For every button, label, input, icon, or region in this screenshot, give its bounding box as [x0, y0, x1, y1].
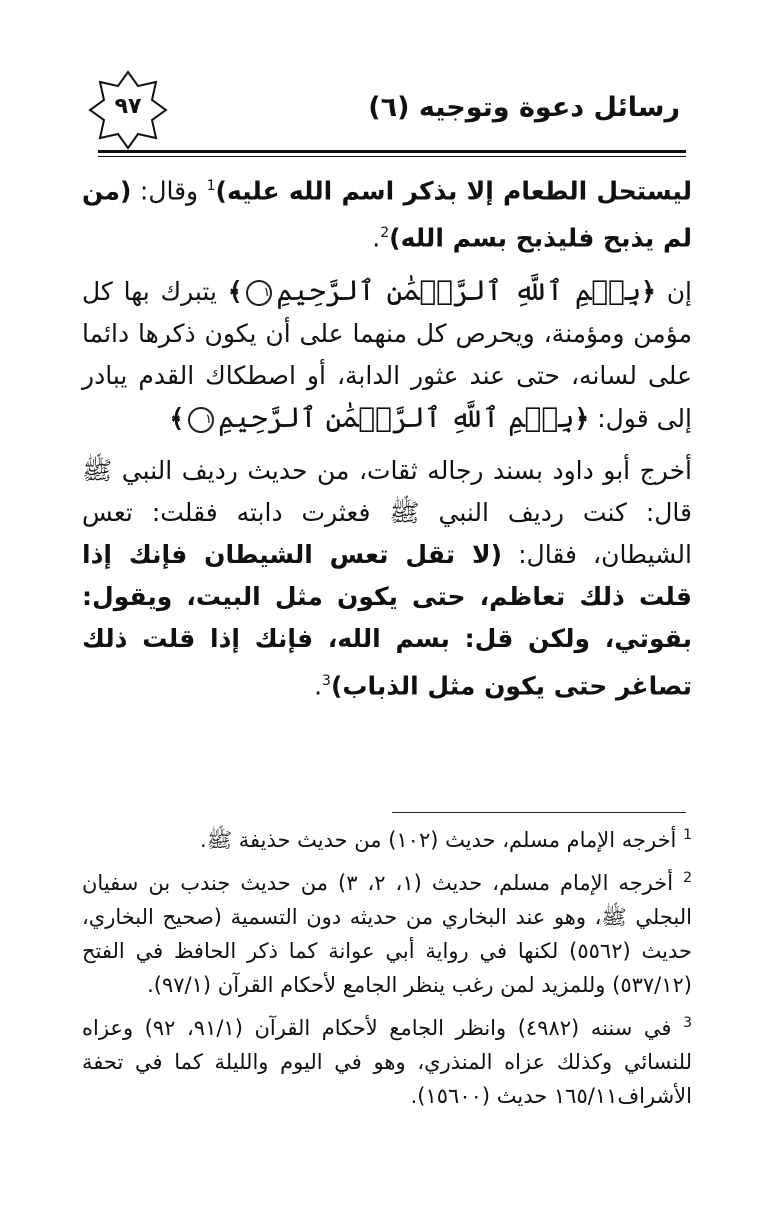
paragraph-3 — [82, 450, 692, 707]
footnote-text: في سننه (٤٩٨٢) وانظر الجامع لأحكام القرآن (٩١/١، ٩٢) وعزاه للنسائي وكذلك عزاه المنذري، وهو في اليوم والليلة كما في تحفة الأشراف١٦٥/١١ حديث (١٥٦٠٠). — [82, 1016, 692, 1108]
sentence-end-3: . — [314, 670, 323, 700]
footnote-ref-1: 1 — [206, 178, 216, 194]
footnote-ref-2: 2 — [380, 225, 390, 242]
footnote-text: أخرجه الإمام مسلم، حديث (١، ٢، ٣) من حديث جندب بن سفيان البجلي ﷺ، وهو عند البخاري من حديثه دون التسمية (صحيح البخاري، حديث (٥٥٦٢) لكنها في رواية أبي عوانة كما ذكر الحافظ في الفتح (٥٣٧/١٢) وللمزيد لمن رغب ينظر الجامع لأحكام القرآن (٩٧/١). — [82, 871, 693, 997]
sentence-end: . — [372, 223, 381, 253]
basmala-verse: بِسۡمِ ٱللَّهِ ٱلرَّحۡمَٰنِ ٱلرَّحِيمِ — [276, 273, 642, 307]
header-rule-thick — [98, 150, 686, 153]
ayah-number-mark-2: ١ — [188, 407, 214, 433]
running-title: رسائل دعوة وتوجيه (٦) — [368, 92, 680, 123]
page-number-badge — [88, 70, 168, 150]
page-number: ٩٧ — [114, 94, 142, 119]
basmala-verse-2: بِسۡمِ ٱللَّهِ ٱلرَّحۡمَٰنِ ٱلرَّحِيمِ — [218, 400, 575, 434]
header-rule-thin — [98, 156, 686, 157]
ornate-bracket-close: ﴾ — [227, 276, 243, 306]
footnote-1 — [82, 818, 692, 857]
hadith-quote-3: (لا تقل تعس الشيطان فإنك إذا قلت ذلك تعاظم، حتى يكون مثل البيت، ويقول: بقوتي، ولكن قل: بسم الله، فإنك إذا قلت ذلك تصاغر حتى يكون مثل الذباب) — [82, 539, 692, 700]
paragraph-2-body: يتبرك بها كل مؤمن ومؤمنة، ويحرص كل منهما على أن يكون ذكرها دائما على لسانه، حتى عند عثور الدابة، أو اصطكاك القدم يبادر إلى قول: — [82, 276, 692, 433]
main-text — [82, 165, 692, 717]
footnote-2 — [82, 861, 692, 1002]
footnote-number: 1 — [683, 827, 692, 843]
ornate-bracket-close-2: ﴾ — [169, 403, 185, 433]
footnotes — [82, 818, 692, 1117]
connector-text: وقال: — [131, 176, 207, 206]
footnote-number: 3 — [683, 1015, 692, 1031]
ornate-bracket-open-2: ﴿ — [574, 403, 590, 433]
paragraph-2-intro: إن — [666, 276, 692, 306]
ornate-bracket-open: ﴿ — [641, 276, 656, 306]
page-header — [80, 70, 690, 158]
footnote-ref-3: 3 — [322, 672, 331, 689]
hadith-quote-1: ليستحل الطعام إلا بذكر اسم الله عليه) — [215, 176, 692, 206]
footnote-separator — [392, 812, 686, 813]
footnote-text: أخرجه الإمام مسلم، حديث (١٠٢) من حديث حذيفة ﷺ. — [200, 828, 677, 852]
paragraph-3-body: أخرج أبو داود بسند رجاله ثقات، من حديث رديف النبي ﷺ قال: كنت رديف النبي ﷺ فعثرت دابته فقلت: تعس الشيطان، فقال: — [82, 455, 692, 569]
footnote-3 — [82, 1006, 692, 1113]
hadith-quote-2: (من لم يذبح فليذبح بسم الله) — [82, 176, 692, 253]
ayah-number-mark: ١ — [246, 280, 272, 306]
paragraph-2 — [82, 270, 692, 440]
paragraph-1 — [82, 165, 692, 260]
footnote-number: 2 — [683, 870, 692, 886]
